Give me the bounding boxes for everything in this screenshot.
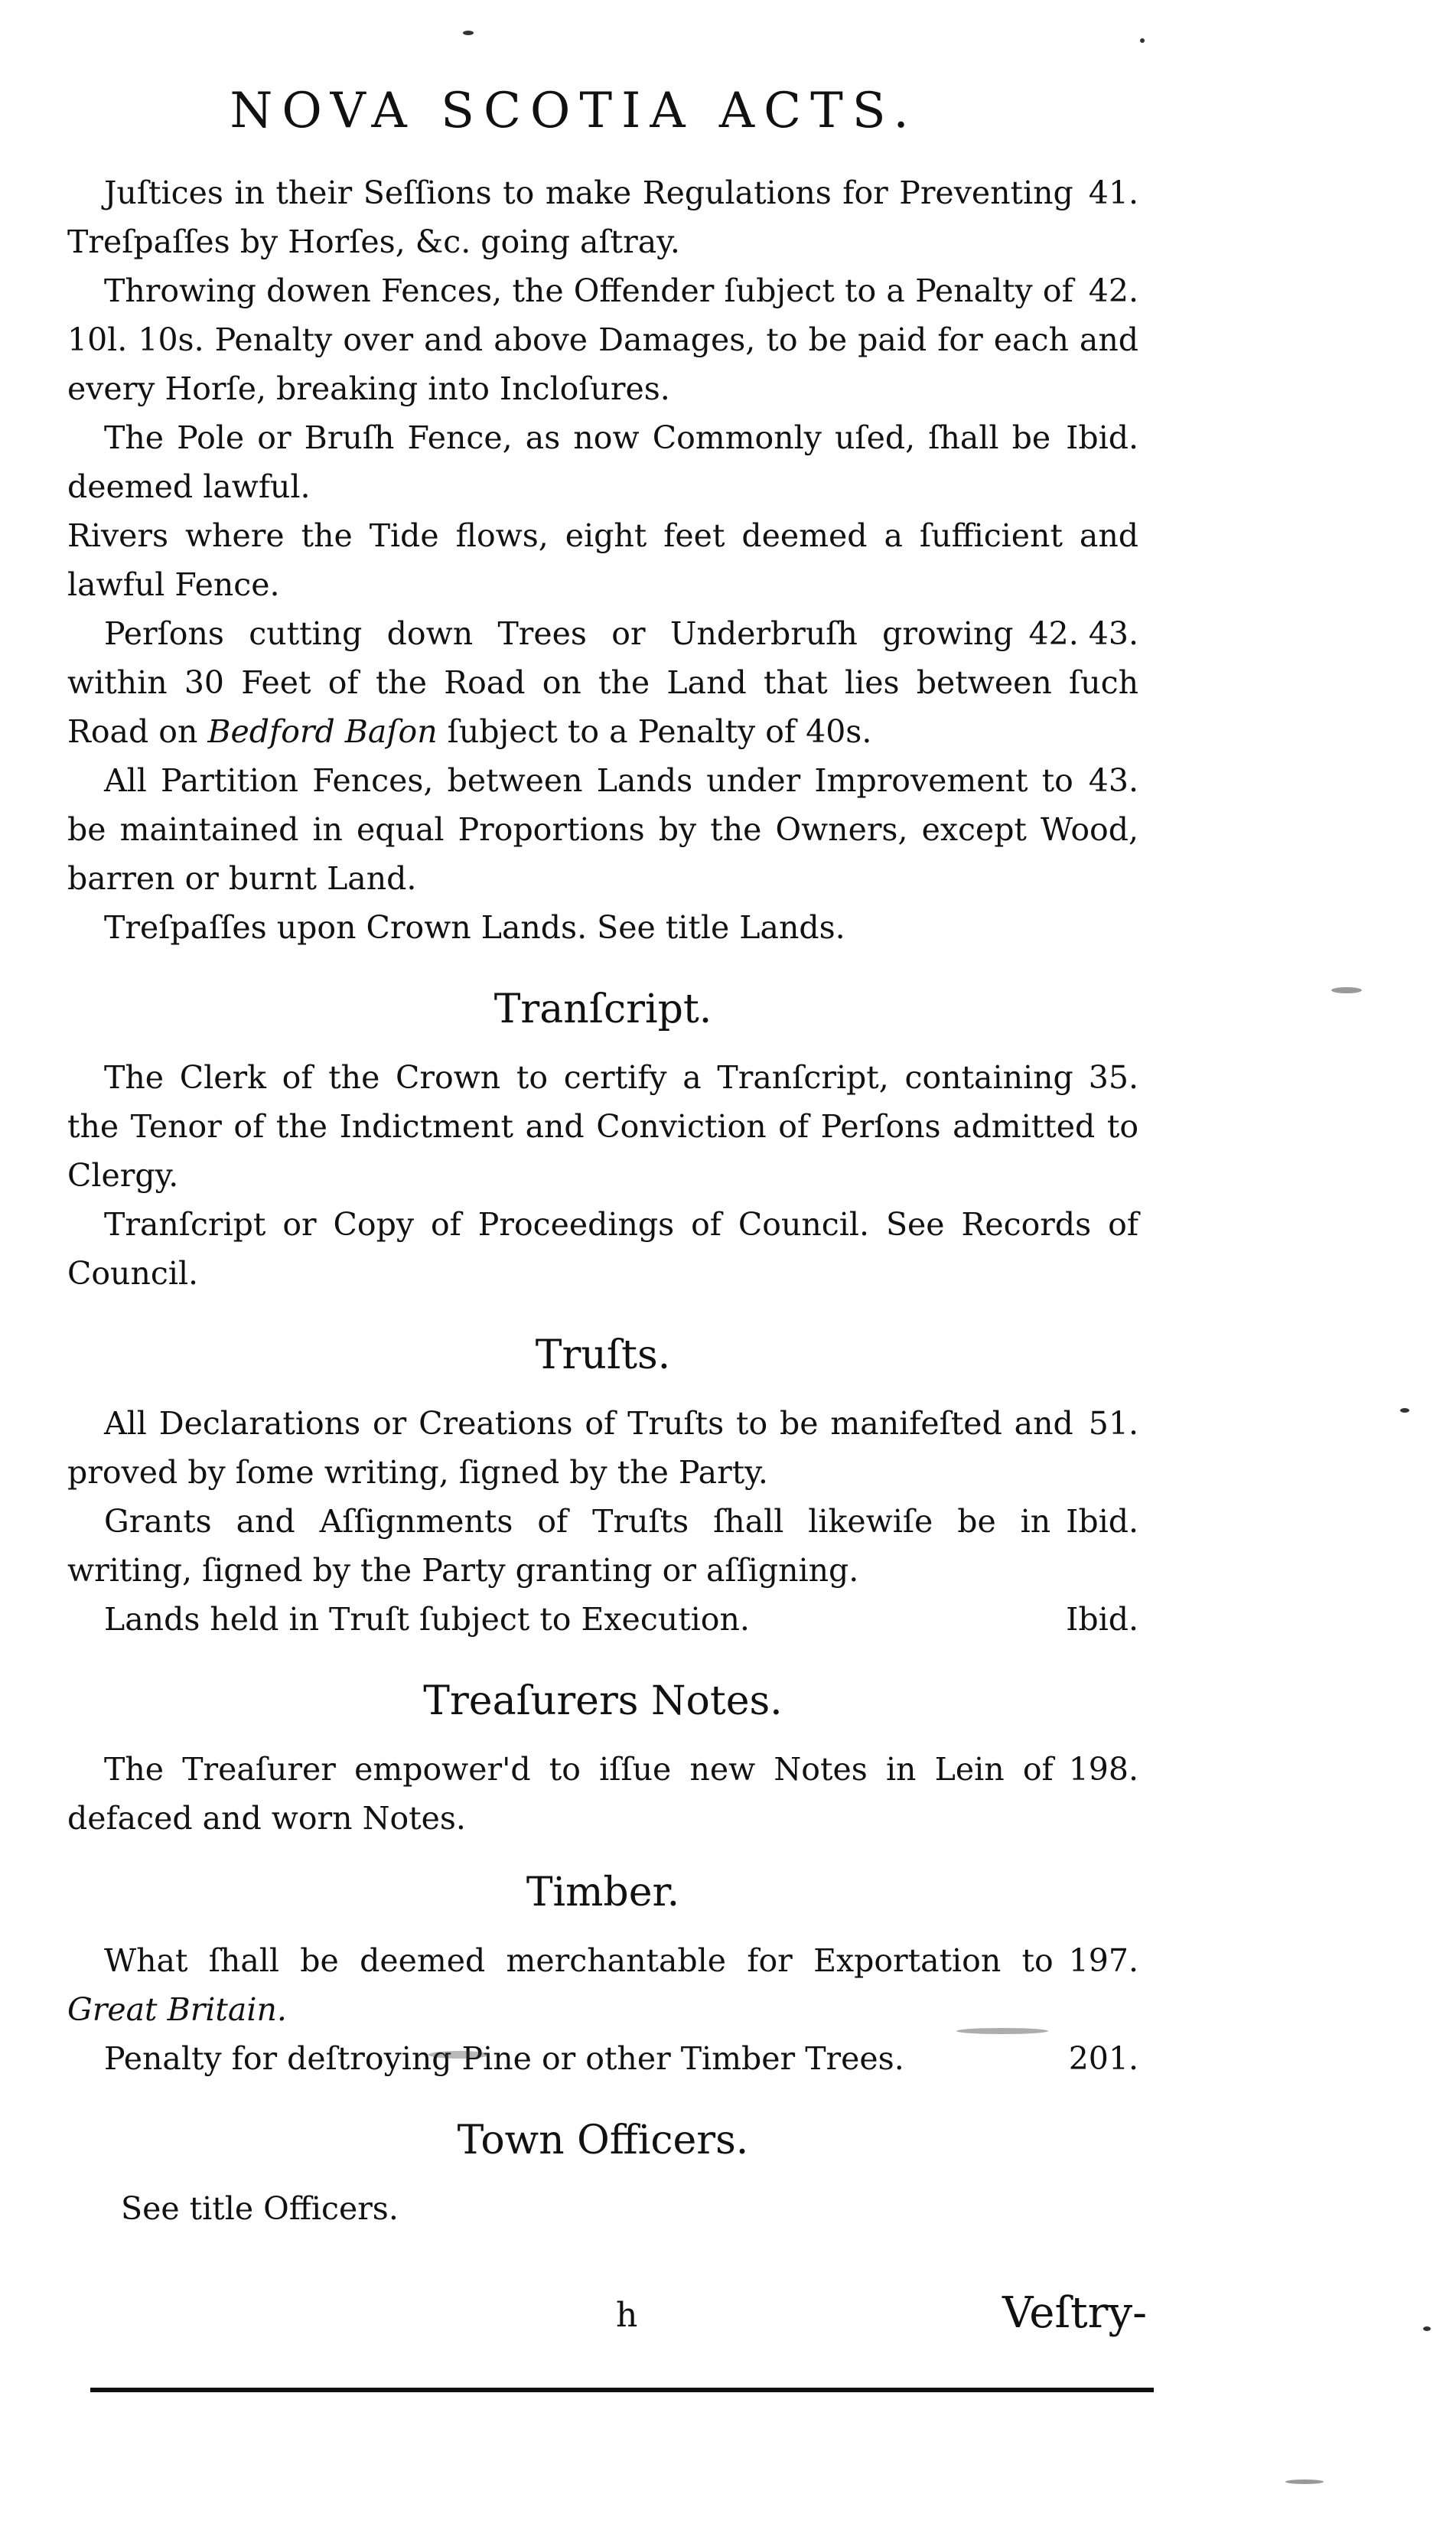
index-entry: Ibid. Grants and Aſſignments of Truſts ſhall likewiſe be in writing, ſigned by the Party granting or aſſigning. xyxy=(67,1497,1138,1595)
page-ref: 51. xyxy=(1088,1405,1138,1442)
index-entry: 198. The Treaſurer empower'd to iſſue new Notes in Lein of defaced and worn Notes. xyxy=(67,1745,1138,1843)
scan-speck xyxy=(1331,987,1362,993)
index-entry: 43. All Partition Fences, between Lands under Improvement to be maintained in equal Proportions by the Owners, except Wood, barren or burnt Land. xyxy=(67,756,1138,903)
scan-speck xyxy=(956,2028,1048,2034)
page-ref: 197. xyxy=(1068,1942,1138,1979)
horizontal-rule xyxy=(90,2388,1154,2392)
section-heading-timber: Timber. xyxy=(526,1870,680,1915)
page-ref: 198. xyxy=(1068,1751,1138,1788)
section-heading-town-officers: Town Officers. xyxy=(457,2118,749,2163)
page-ref: Ibid. xyxy=(1066,419,1138,456)
catchword: Veſtry- xyxy=(1002,2288,1147,2338)
see-reference: See title Officers. xyxy=(121,2190,399,2227)
section-heading-trusts: Truſts. xyxy=(535,1332,671,1378)
index-entry: 42. 43. Perſons cutting down Trees or Underbruſh growing within 30 Feet of the Road on the Land that lies between ſuch Road on Bedford Baſon ſubject to a Penalty of 40s. xyxy=(67,609,1138,756)
index-entry: Treſpaſſes upon Crown Lands. See title Lands. xyxy=(104,909,845,946)
index-entry: 201. Penalty for deſtroying Pine or other Timber Trees. xyxy=(67,2034,1138,2083)
scan-speck xyxy=(1285,2479,1324,2484)
index-entry: 35. The Clerk of the Crown to certify a Tranſcript, containing the Tenor of the Indictment and Conviction of Perſons admitted to Clergy. xyxy=(67,1053,1138,1200)
scan-speck xyxy=(1140,38,1145,43)
index-entry: 41. Juſtices in their Seſſions to make Regulations for Preventing Treſpaſſes by Horſes, &c. going aſtray. xyxy=(67,168,1138,266)
scan-speck xyxy=(428,2051,490,2059)
section-heading-treasurers-notes: Treaſurers Notes. xyxy=(423,1678,783,1724)
signature-mark: h xyxy=(616,2296,638,2335)
index-entry: 197. What ſhall be deemed merchantable for Exportation to Great Britain. xyxy=(67,1936,1138,2034)
index-entry: Tranſcript or Copy of Proceedings of Council. See Records of Council. xyxy=(67,1206,1138,1292)
index-content xyxy=(67,168,1138,2233)
scan-speck xyxy=(463,31,474,35)
page-ref: Ibid. xyxy=(1066,1503,1138,1540)
index-entry: Ibid. Lands held in Truſt ſubject to Execution. xyxy=(67,1595,1138,1644)
page-title: NOVA SCOTIA ACTS. xyxy=(230,83,918,139)
index-entry: 51. All Declarations or Creations of Truſts to be manifeſted and proved by ſome writing, ſigned by the Party. xyxy=(67,1399,1138,1497)
page-ref: 41. xyxy=(1088,174,1138,211)
page-ref: Ibid. xyxy=(1066,1601,1138,1638)
page-ref: 42. xyxy=(1088,272,1138,309)
section-heading-transcript: Tranſcript. xyxy=(493,986,712,1032)
scan-speck xyxy=(1423,2326,1431,2331)
index-entry: Ibid. The Pole or Bruſh Fence, as now Commonly uſed, ſhall be deemed lawful. xyxy=(67,413,1138,511)
page-ref: 42. 43. xyxy=(1028,615,1138,652)
page-ref: 201. xyxy=(1068,2040,1138,2077)
scan-speck xyxy=(1400,1408,1409,1413)
index-entry: 42. Throwing dowen Fences, the Offender ſubject to a Penalty of 10l. 10s. Penalty over and above Damages, to be paid for each and every Horſe, breaking into Incloſures. xyxy=(67,266,1138,413)
index-entry: Rivers where the Tide flows, eight feet deemed a ſufficient and lawful Fence. xyxy=(67,517,1138,603)
page-ref: 35. xyxy=(1088,1059,1138,1096)
page-ref: 43. xyxy=(1088,762,1138,799)
